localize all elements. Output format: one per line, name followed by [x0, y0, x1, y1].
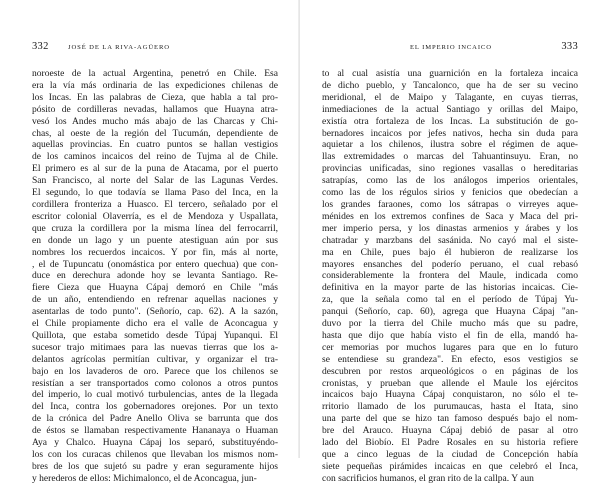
- text-line: los Incas. En las palabras de Cieza, que habla a tal pro-: [32, 91, 278, 103]
- text-line: hasta que dijo que había visto el fin de ella, mandó ha-: [322, 329, 578, 341]
- text-line: el Chile propiamente dicho era el valle de Aconcagua y: [32, 318, 278, 330]
- text-line: bajo en los lavaderos de oro. Parece que los chilenos se: [32, 365, 278, 377]
- text-line: llas extremidades o marcas del Tahuantinsuyu. Eran, no: [322, 151, 578, 163]
- text-line: nombres los recuerdos incaicos. Y por fin, más al norte,: [32, 246, 278, 258]
- text-line: aquellas provincias. En cuatro puntos se hallan vestigios: [32, 139, 278, 151]
- text-line: lado del Biobío. El Padre Rosales en su historia refiere: [322, 437, 578, 449]
- text-line: San Francisco, al norte del Salar de las Lagunas Verdes.: [32, 175, 278, 187]
- text-line: duvo por la tierra del Chile mucho más que su padre,: [322, 318, 578, 330]
- text-line: cordillera fronteriza a Huasco. El tercero, señalado por el: [32, 198, 278, 210]
- text-line: en donde un lago y un puente atestiguan aún por sus: [32, 234, 278, 246]
- text-line: cer memorias por muchos lugares para que en lo futuro: [322, 341, 578, 353]
- text-line: satrapías, como las de los análogos imperios orientales,: [322, 175, 578, 187]
- left-page-header: [32, 41, 278, 53]
- text-line: cronistas, y prueban que allende el Maule los ejércitos: [322, 377, 578, 389]
- text-line: delantos agrícolas permitían cultivar, y organizar el tra-: [32, 353, 278, 365]
- text-line: se entendiese su grandeza". En efecto, esos vestigios se: [322, 353, 578, 365]
- text-line: mer imperio persa, y los dinastas armenios y árabes y los: [322, 222, 578, 234]
- text-line: bre del Arauco. Huayna Cápaj debió de pasar al otro: [322, 425, 578, 437]
- text-line: descubren por restos arqueológicos o en páginas de los: [322, 365, 578, 377]
- text-line: pósito de cordilleras nevadas, hallamos que Huayna atra-: [32, 103, 278, 115]
- text-line: resistían a ser transportados como colonos a otros puntos: [32, 377, 278, 389]
- text-line: vesó los Andes mucho más abajo de las Charcas y Chi-: [32, 115, 278, 127]
- left-page: [0, 0, 300, 484]
- text-line: duce en derechura adonde hoy se levanta Santiago. Re-: [32, 270, 278, 282]
- text-line: de los caminos incaicos del reino de Tujma al de Chile.: [32, 151, 278, 163]
- text-line: incaicos bajo Huayna Cápaj conquistaron, no sólo el te-: [322, 389, 578, 401]
- text-line: de éstos se llamaban respectivamente Hananaya o Huaman: [32, 425, 278, 437]
- right-running-head: EL IMPERIO INCAICO: [410, 44, 492, 51]
- text-line: asentarlas de todo punto". (Señorío, cap. 62). A la sazón,: [32, 306, 278, 318]
- text-line: que cruza la cordillera por la misma línea del ferrocarril,: [32, 222, 278, 234]
- text-line: to al cual asistía una guarnición en la fortaleza incaica: [322, 68, 578, 79]
- text-line: sucesor trajo mitimaes para las nuevas tierras que los a-: [32, 341, 278, 353]
- text-line: siete pequeñas pirámides incaicas en que celebró el Inca,: [322, 460, 578, 472]
- text-line: y herederos de ellos: Michimalonco, el de Aconcagua, jun-: [32, 472, 257, 484]
- text-line: fiere Cieza que Huayna Cápaj demoró en Chile "más: [32, 282, 278, 294]
- text-line: provincias unificadas, sino regiones vasallas o hereditarias: [322, 163, 578, 175]
- text-line: que a cinco leguas de la ciudad de Concepción había: [322, 449, 578, 460]
- right-page-body: [322, 68, 578, 485]
- text-line: una parte del que se hizo tan famoso después bajo el nom-: [322, 413, 578, 425]
- text-line: bres de los que sujetó su padre y eran seguramente hijos: [32, 460, 278, 472]
- right-page-number: 333: [561, 41, 578, 52]
- text-line: como las de los régulos sirios y fenicios que obedecían a: [322, 187, 578, 199]
- text-line: Quillota, que estaba sometido desde Túpaj Yupanqui. El: [32, 329, 278, 341]
- left-page-body: [32, 68, 278, 485]
- text-line: panqui (Señorío, cap. 60), agrega que Huayna Cápaj "an-: [322, 306, 578, 318]
- text-line: rritorio llamado de los purumaucas, hasta el Itata, sino: [322, 401, 578, 413]
- text-line: considerablemente la frontera del Maule, indicada como: [322, 270, 578, 282]
- text-line: bernadores incaicos por jefes nativos, hecha sin duda para: [322, 127, 578, 139]
- text-line: con sacrificios humanos, el gran rito de la callpa. Y aun: [322, 472, 534, 484]
- text-line: za, que la señala como tal en el período de Túpaj Yu-: [322, 294, 578, 306]
- text-line: ménides en los extremos confines de Saca y Maca del pri-: [322, 210, 578, 222]
- text-line: de dicho pueblo, y Tancalonco, que ha de ser su vecino: [322, 79, 578, 91]
- text-line: Aya y Chalco. Huayna Cápaj los separó, substituyéndo-: [32, 437, 278, 449]
- text-line: ma en Chile, pues bajo él hubieron de realizarse los: [322, 246, 578, 258]
- text-line: definitiva en la mayor parte de las historias incaicas. Cie-: [322, 282, 578, 294]
- text-line: noroeste de la actual Argentina, penetró en Chile. Esa: [32, 68, 278, 79]
- text-line: escritor colonial Olaverría, es el de Mendoza y Uspallata,: [32, 210, 278, 222]
- text-line: mayores ensanches del poderío peruano, el cual rebasó: [322, 258, 578, 270]
- text-line: era la vía más ordinaria de las expediciones chilenas de: [32, 79, 278, 91]
- text-line: El segundo, lo que todavía se llama Paso del Inca, en la: [32, 187, 278, 199]
- text-line: los grandes faraones, como los sátrapas o virreyes aque-: [322, 198, 578, 210]
- text-line: del Inca, contra los gobernadores orejones. Por un texto: [32, 401, 278, 413]
- text-line: , el de Tupuncatu (onomástica por entero quechua) que con-: [32, 258, 278, 270]
- left-running-head: JOSÉ DE LA RIVA-AGÜERO: [68, 44, 170, 51]
- text-line: los con los curacas chilenos que llevaban los mismos nom-: [32, 449, 278, 460]
- text-line: de un año, entendiendo en refrenar aquellas naciones y: [32, 294, 278, 306]
- text-line: chatradar y marzbans del sasánida. No cayó mal el siste-: [322, 234, 578, 246]
- text-line: meridional, el de Maipo y Talagante, en cuyas tierras,: [322, 91, 578, 103]
- text-line: de la crónica del Padre Anello Oliva se barrunta que dos: [32, 413, 278, 425]
- text-line: aquietar a los chilenos, ilustra sobre el régimen de aque-: [322, 139, 578, 151]
- right-page: [300, 0, 600, 484]
- text-line: El primero es al sur de la puna de Atacama, por el puerto: [32, 163, 278, 175]
- text-line: chas, al oeste de la región del Tucumán, dependiente de: [32, 127, 278, 139]
- text-line: del imperio, lo cual motivó turbulencias, antes de la llegada: [32, 389, 278, 401]
- left-page-number: 332: [32, 41, 49, 52]
- text-line: existía otra fortaleza de los Incas. La substitución de go-: [322, 115, 578, 127]
- text-line: inmediaciones de la actual Santiago y orillas del Maipo,: [322, 103, 578, 115]
- right-page-header: [322, 41, 578, 53]
